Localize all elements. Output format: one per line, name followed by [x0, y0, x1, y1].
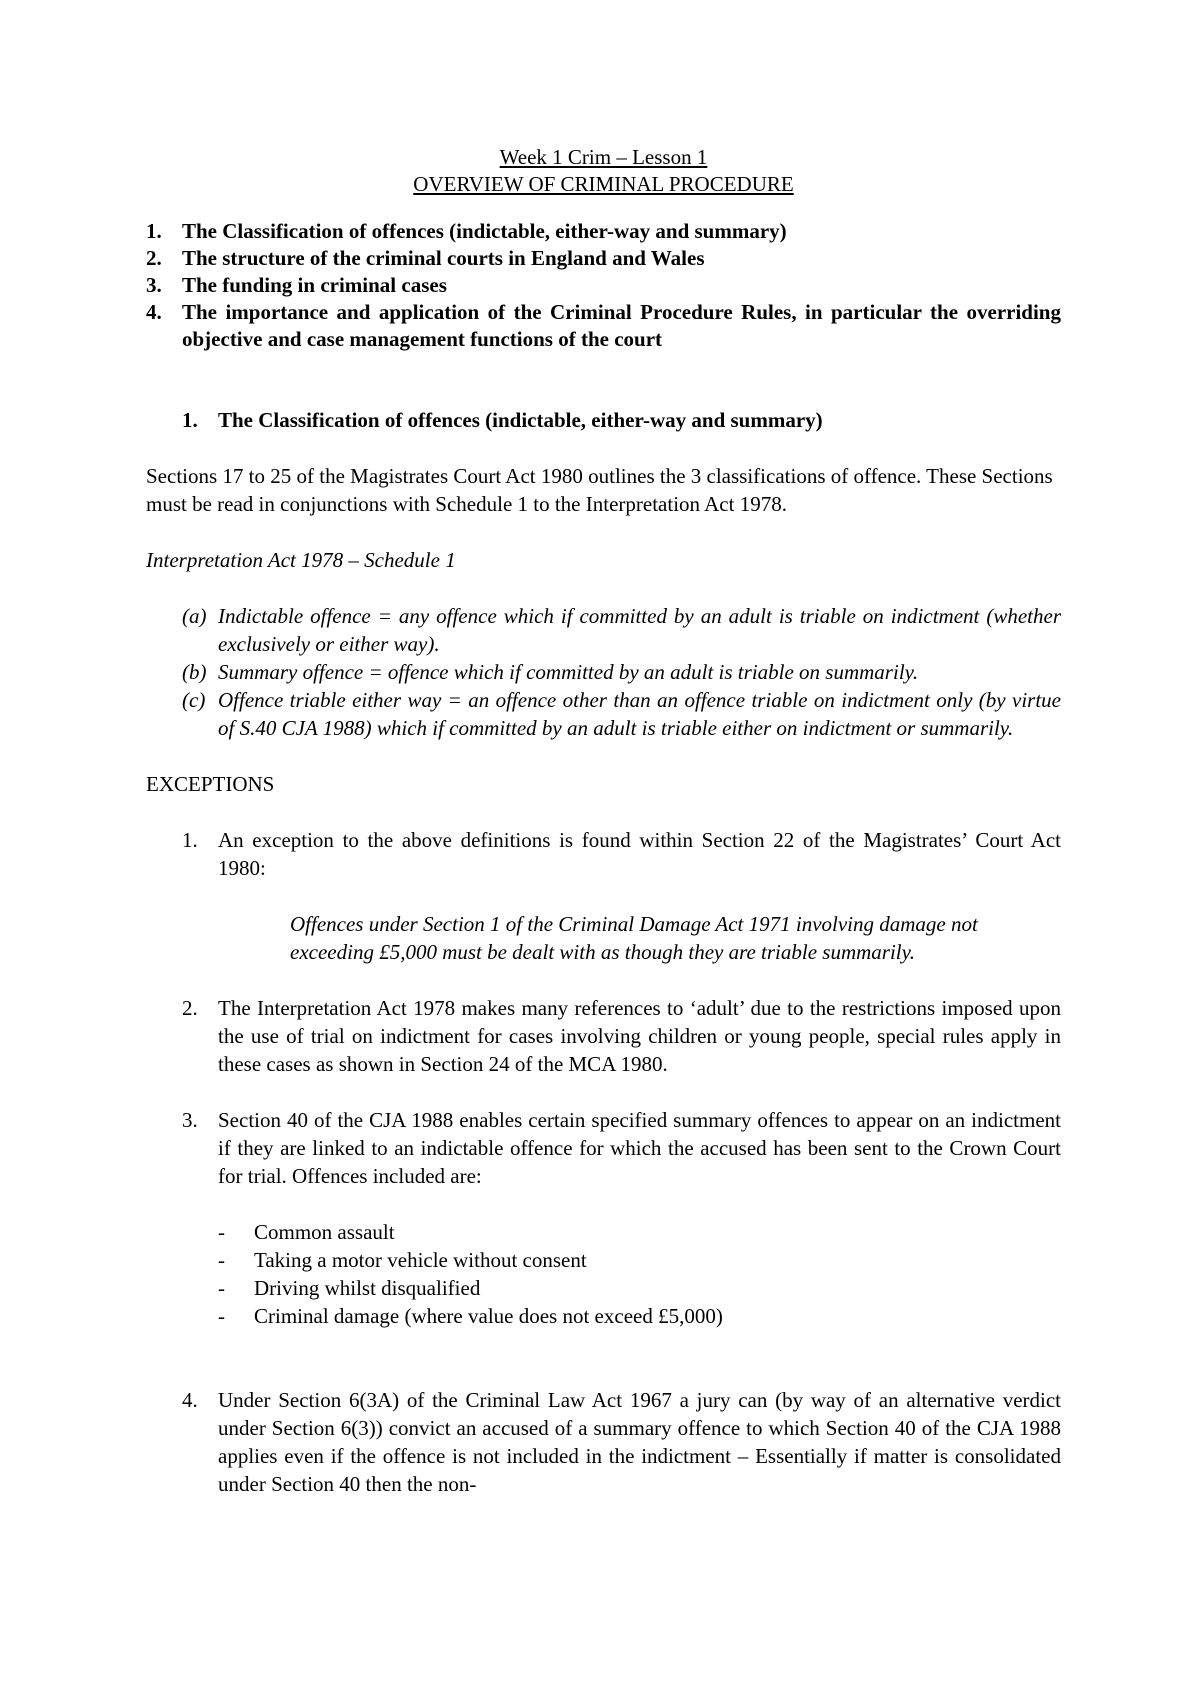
- exception-text: The Interpretation Act 1978 makes many references to ‘adult’ due to the restrictions imposed upon the use of trial on indictment for cases involving children or young people, special rules apply in these cases as shown in Section 24 of the MCA 1980.: [218, 996, 1061, 1076]
- exception-text: Section 40 of the CJA 1988 enables certain specified summary offences to appear on an indictment if they are linked to an indictable offence for which the accused has been sent to the Crown Court for trial. Offences included are:: [218, 1108, 1061, 1188]
- title-block: [146, 144, 1061, 198]
- topic-number: 4.: [146, 300, 162, 324]
- section-heading: [146, 407, 1061, 434]
- bullet-item: [218, 1302, 1061, 1330]
- exception-number: 4.: [182, 1388, 198, 1412]
- definition-label: (b): [182, 660, 207, 684]
- section-heading-text: The Classification of offences (indictable, either-way and summary): [218, 408, 823, 432]
- bullet-item: [218, 1246, 1061, 1274]
- definition-text: Indictable offence = any offence which if committed by an adult is triable on indictment (whether exclusively or either way).: [218, 604, 1061, 656]
- exception-item: [146, 1386, 1061, 1498]
- document-page: [146, 144, 1061, 1526]
- definition-item: [146, 602, 1061, 658]
- definition-label: (c): [182, 688, 206, 712]
- bullet-item: [218, 1274, 1061, 1302]
- bullet-text: Criminal damage (where value does not exceed £5,000): [254, 1304, 723, 1328]
- exception-item: [146, 826, 1061, 966]
- sub-heading: Interpretation Act 1978 – Schedule 1: [146, 548, 456, 572]
- topic-number: 1.: [146, 219, 162, 243]
- topic-number: 3.: [146, 273, 162, 297]
- dash-bullet-icon: -: [218, 1248, 225, 1272]
- week-title: Week 1 Crim – Lesson 1: [499, 145, 708, 169]
- bullet-text: Common assault: [254, 1220, 395, 1244]
- topic-text: The funding in criminal cases: [182, 273, 447, 297]
- bullet-text: Driving whilst disqualified: [254, 1276, 481, 1300]
- exceptions-heading: EXCEPTIONS: [146, 772, 275, 796]
- definitions-list: [146, 602, 1061, 742]
- dash-bullet-icon: -: [218, 1304, 225, 1328]
- exception-text: An exception to the above definitions is found within Section 22 of the Magistrates’ Court Act 1980:: [218, 828, 1061, 880]
- exception-number: 1.: [182, 828, 198, 852]
- section-intro: Sections 17 to 25 of the Magistrates Court Act 1980 outlines the 3 classifications of offence. These Sections must be read in conjunctions with Schedule 1 to the Interpretation Act 1978.: [146, 464, 1053, 516]
- topic-item: [146, 218, 1061, 245]
- topic-text: The structure of the criminal courts in England and Wales: [182, 246, 705, 270]
- dash-bullet-icon: -: [218, 1220, 225, 1244]
- topic-item: [146, 272, 1061, 299]
- definition-label: (a): [182, 604, 207, 628]
- topics-list: [146, 218, 1061, 353]
- exception-item: [146, 1106, 1061, 1330]
- section-number: 1.: [182, 408, 198, 432]
- main-title: OVERVIEW OF CRIMINAL PROCEDURE: [413, 172, 794, 196]
- offences-bullet-list: [218, 1218, 1061, 1330]
- topic-text: The Classification of offences (indictable, either-way and summary): [182, 219, 787, 243]
- exception-number: 2.: [182, 996, 198, 1020]
- exception-text: Under Section 6(3A) of the Criminal Law Act 1967 a jury can (by way of an alternative verdict under Section 6(3)) convict an accused of a summary offence to which Section 40 of the CJA 1988 applies even if the offence is not included in the indictment – Essentially if matter is consolidated under Section 40 then the non-: [218, 1388, 1061, 1496]
- topic-item: [146, 245, 1061, 272]
- definition-item: [146, 686, 1061, 742]
- topic-text: The importance and application of the Criminal Procedure Rules, in particular the overriding objective and case management functions of the court: [182, 300, 1061, 351]
- exceptions-list: [146, 826, 1061, 1498]
- bullet-text: Taking a motor vehicle without consent: [254, 1248, 587, 1272]
- topic-number: 2.: [146, 246, 162, 270]
- exception-number: 3.: [182, 1108, 198, 1132]
- definition-text: Offence triable either way = an offence other than an offence triable on indictment only (by virtue of S.40 CJA 1988) which if committed by an adult is triable either on indictment or summarily.: [218, 688, 1061, 740]
- exception-quote: Offences under Section 1 of the Criminal Damage Act 1971 involving damage not exceeding £5,000 must be dealt with as though they are triable summarily.: [290, 912, 978, 964]
- exception-item: [146, 994, 1061, 1078]
- definition-text: Summary offence = offence which if committed by an adult is triable on summarily.: [218, 660, 919, 684]
- definition-item: [146, 658, 1061, 686]
- dash-bullet-icon: -: [218, 1276, 225, 1300]
- topic-item: [146, 299, 1061, 353]
- bullet-item: [218, 1218, 1061, 1246]
